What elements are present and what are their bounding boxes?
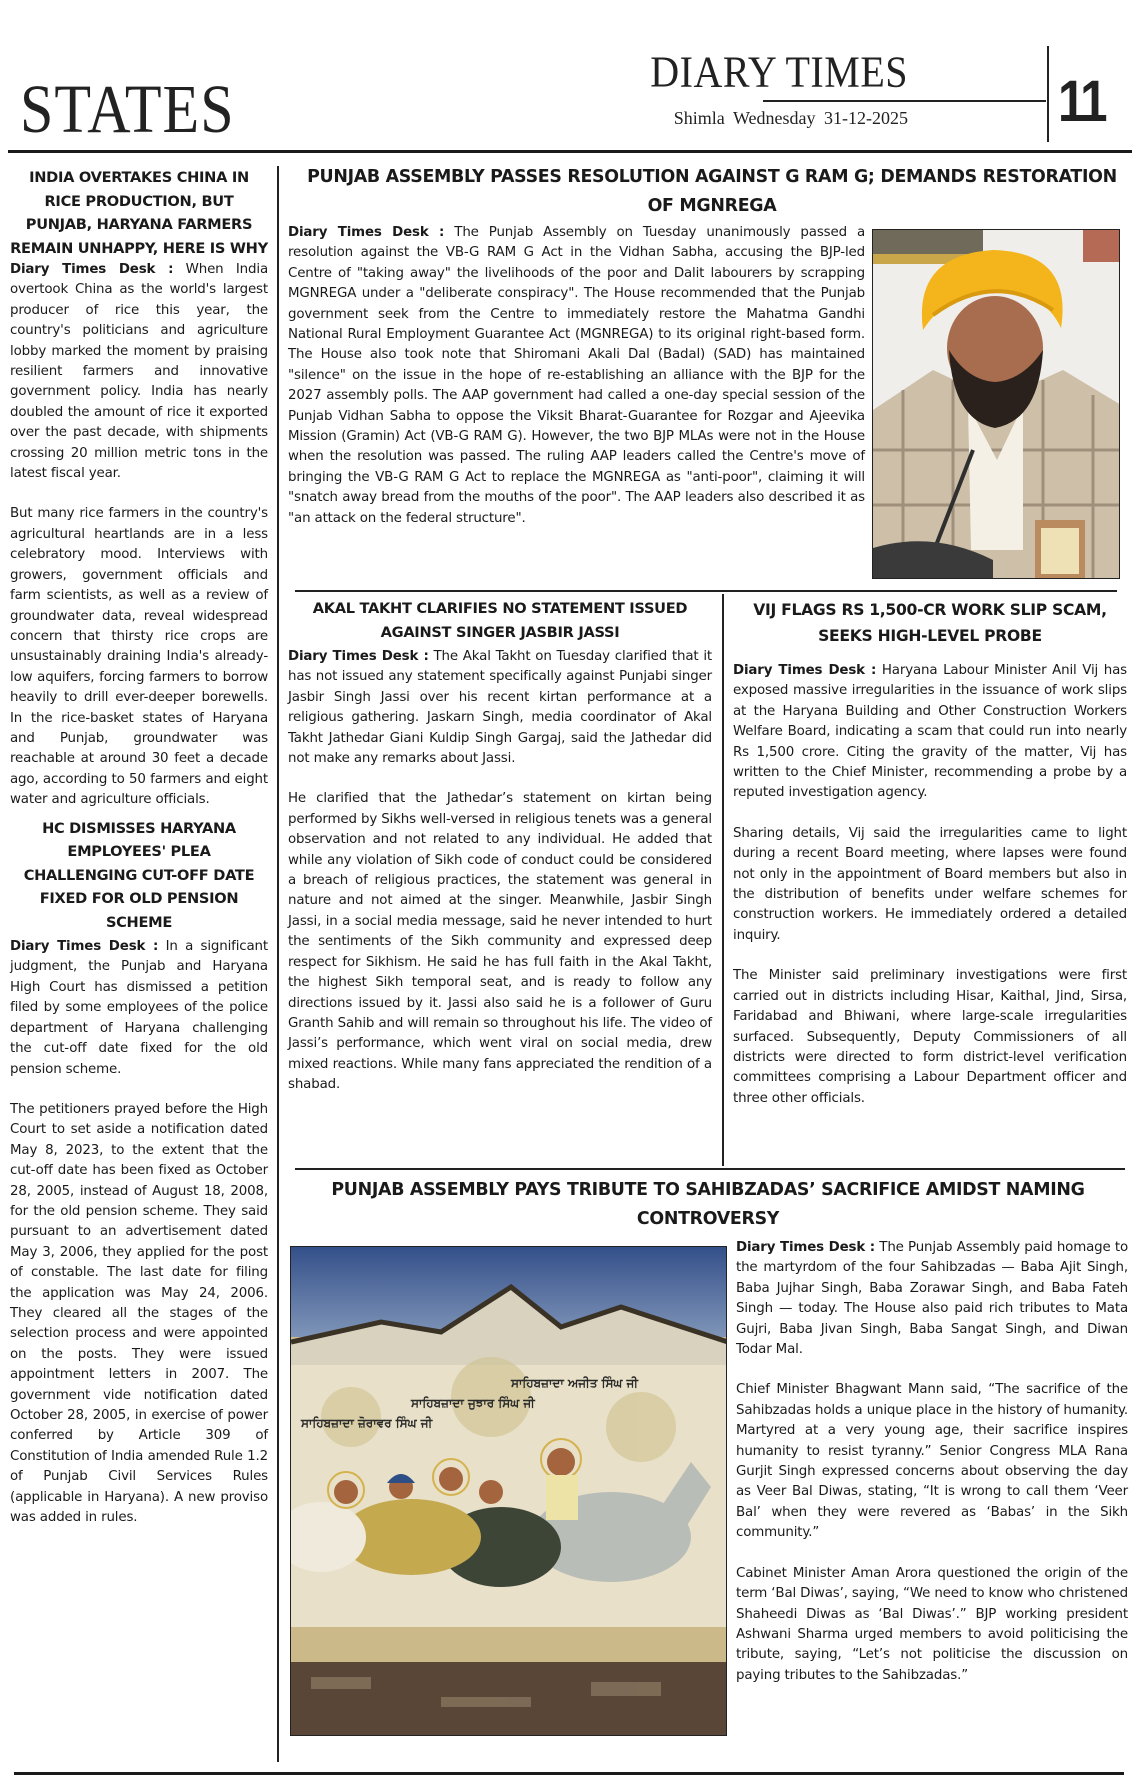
byline: Diary Times Desk : bbox=[288, 225, 445, 240]
article-sahibzadas bbox=[288, 1176, 1129, 1683]
byline: Diary Times Desk : bbox=[736, 1240, 876, 1255]
paragraph: Cabinet Minister Aman Arora questioned the origin of the term ‘Bal Diwas’, saying, “We need to know who christened Shaheedi Diwas as ‘Bal Diwas’.” BJP working president Ashwani Sharma urged members to avoid politicising the tribute, saying, “Let’s not politicise the discussion on paying tributes to the Sahibzadas.” bbox=[736, 1565, 1128, 1683]
paragraph: Diary Times Desk : The Akal Takht on Tuesday clarified that it has not issued any statement specifically against Punjabi singer Jasbir Singh Jassi over his recent kirtan performance at a religious gathering. Jaskarn Singh, media coordinator of Akal Takht Jathedar Giani Kuldip Singh Gargaj, said the Jathedar did not make any remarks about Jassi. bbox=[288, 649, 712, 767]
mural-label: ਸਾਹਿਬਜ਼ਾਦਾ ਜ਼ੋਰਾਵਰ ਸਿੰਘ ਜੀ bbox=[301, 1416, 433, 1430]
newspaper-name: DIARY TIMES bbox=[650, 47, 908, 97]
paragraph: But many rice farmers in the country's agricultural heartlands are in a less celebratory mood. Interviews with growers, government officials and farm scientists, as well as a review of groundwater data, reveal widespread concern that thirsty rice crops are unsustainably draining India's already-low aquifers, forcing farmers to borrow heavily to drill ever-deeper borewells. In the rice-basket states of Haryana and Punjab, groundwater was reachable at around 30 feet a decade ago, according to 50 farmers and eight water and agriculture officials. bbox=[10, 506, 268, 808]
article-body bbox=[736, 1238, 1128, 1686]
paragraph: Chief Minister Bhagwant Mann said, “The sacrifice of the Sahibzadas holds a unique place in the history of humanity. Martyred at a very young age, their sacrifice inspires humanity to resist tyranny.” Senior Congress MLA Rana Gurjit Singh expressed concerns about observing the day as Veer Bal Diwas, stating, “It is wrong to call them ‘Veer Bal’ when they were revered as ‘Babas’ in the Sikh community.” bbox=[736, 1382, 1128, 1541]
paragraph: Diary Times Desk : The Punjab Assembly paid homage to the martyrdom of the four Sahibzadas — Baba Ajit Singh, Baba Jujhar Singh, Baba Zorawar Singh, and Baba Fateh Singh — today. The House also paid rich tributes to Mata Gujri, Baba Jivan Singh, Baba Sangat Singh, and Diwan Todar Mal. bbox=[736, 1240, 1129, 1358]
section-title: STATES bbox=[20, 71, 235, 148]
left-column bbox=[10, 166, 268, 1528]
byline: Diary Times Desk : bbox=[288, 649, 429, 664]
byline: Diary Times Desk : bbox=[733, 663, 877, 678]
paragraph: Diary Times Desk : In a significant judgment, the Punjab and Haryana High Court has dismissed a petition filed by some employees of the police department of Haryana challenging the cut-off date fixed for the old pension scheme. bbox=[10, 939, 268, 1077]
top-rule bbox=[8, 150, 1132, 153]
issue-city: Shimla bbox=[673, 108, 725, 128]
section-rule bbox=[295, 1168, 1125, 1170]
headline: AKAL TAKHT CLARIFIES NO STATEMENT ISSUED AGAINST SINGER JASBIR JASSI bbox=[312, 600, 688, 641]
article-body bbox=[288, 223, 865, 529]
headline: VIJ FLAGS RS 1,500-CR WORK SLIP SCAM, SEEKS HIGH-LEVEL PROBE bbox=[753, 601, 1107, 645]
paragraph: Diary Times Desk : When India overtook China as the world's largest producer of rice this year, the country's politicians and agriculture lobby marked the moment by praising resilient farmers and innovative government policy. India has nearly doubled the amount of rice it exported over the past decade, with shipments crossing 20 million metric tons in the latest fiscal year. bbox=[10, 262, 268, 482]
article-india-rice bbox=[10, 166, 268, 811]
portrait-illustration bbox=[873, 230, 1120, 579]
mural-label: ਸਾਹਿਬਜ਼ਾਦਾ ਅਜੀਤ ਸਿੰਘ ਜੀ bbox=[511, 1376, 638, 1390]
photo-mural bbox=[290, 1246, 727, 1736]
article-body bbox=[10, 260, 268, 811]
byline: Diary Times Desk : bbox=[10, 939, 159, 955]
article-vij-scam bbox=[733, 597, 1127, 1109]
masthead bbox=[0, 0, 1140, 155]
issue-weekday: Wednesday bbox=[732, 108, 816, 128]
photo-chief-minister bbox=[872, 229, 1120, 579]
headline: HC DISMISSES HARYANA EMPLOYEES' PLEA CHALLENGING CUT-OFF DATE FIXED FOR OLD PENSION SCHEME bbox=[23, 819, 255, 931]
issue-dateline bbox=[674, 108, 908, 129]
paragraph: Diary Times Desk : The Punjab Assembly on Tuesday unanimously passed a resolution against the VB-G RAM G Act in the Vidhan Sabha, accusing the BJP-led Centre of "taking away" the livelihoods of the poor and Dalit labourers by scrapping MGNREGA under a "deliberate conspiracy". The House recommended that the Punjab government seek from the Centre to immediately restore the Mahatma Gandhi National Rural Employment Guarantee Act (MGNREGA) to its original right-based form. The House also took note that Shiromani Akali Dal (Badal) (SAD) has maintained "silence" on the issue in the hope of re-establishing an alliance with the BJP for the 2027 assembly polls. The AAP government had called a one-day special session of the Punjab Vidhan Sabha to oppose the Viksit Bharat-Guarantee for Rozgar and Ajeevika Mission (Gramin) Act (VB-G RAM G). However, the two BJP MLAs were not in the House when the resolution was passed. The ruling AAP leaders called the Centre's move of bringing the VB-G RAM G Act to replace the MGNREGA as "anti-poor", claiming it will "snatch away bread from the mouths of the poor". The AAP leaders also described it as "an attack on the federal structure". bbox=[288, 225, 866, 526]
mural-label: ਸਾਹਿਬਜ਼ਾਦਾ ਜੁਝਾਰ ਸਿੰਘ ਜੀ bbox=[411, 1396, 535, 1410]
article-body bbox=[10, 937, 268, 1528]
masthead-rule bbox=[763, 100, 1046, 102]
column-divider bbox=[722, 594, 724, 1166]
byline: Diary Times Desk : bbox=[10, 262, 174, 277]
headline: INDIA OVERTAKES CHINA IN RICE PRODUCTION, BUT PUNJAB, HARYANA FARMERS REMAIN UNHAPPY, HERE IS WHY bbox=[10, 169, 268, 257]
paragraph: The Minister said preliminary investigations were first carried out in districts including Hisar, Kaithal, Jind, Sirsa, Faridabad and Bhiwani, where large-scale irregularities surfaced. Subsequently, Deputy Commissioners of all districts were directed to form district-level verification committees comprising a Labour Department officer and three other officials. bbox=[733, 968, 1127, 1106]
article-hc-pension bbox=[10, 817, 268, 1529]
page-number: 11 bbox=[1058, 69, 1106, 134]
section-rule bbox=[295, 590, 1117, 592]
paragraph: He clarified that the Jathedar’s statement on kirtan being performed by Sikhs well-versed in religious tenets was a general observation and not related to any individual. He added that while any violation of Sikh code of conduct could be considered a breach of religious practices, the statement was general in nature and not aimed at the singer. Meanwhile, Jasbir Singh Jassi, in a social media message, said he never intended to hurt the sentiments of the Sikh community and expressed deep respect for Sikhism. He said he has full faith in the Akal Takht, the highest Sikh temporal seat, and is ready to follow any directions issued by it. Jassi also said he is a follower of Guru Granth Sahib and will remain so throughout his life. The video of Jassi’s performance, which went viral on social media, drew mixed reactions. While many fans appreciated the rendition of a shabad. bbox=[288, 791, 712, 1093]
article-akal-takht bbox=[288, 597, 712, 1096]
paragraph: Sharing details, Vij said the irregularities came to light during a recent Board meeting, where lapses were found not only in the appointment of Board members but also in the distribution of benefits under welfare schemes for construction workers. He immediately ordered a detailed inquiry. bbox=[733, 825, 1127, 943]
paragraph: The petitioners prayed before the High Court to set aside a notification dated May 8, 2023, to the extent that the cut-off date has been fixed as October 28, 2005, instead of August 18, 2008, for the old pension scheme. They said pursuant to an advertisement dated May 3, 2006, they applied for the post of constable. The last date for filing the application was May 24, 2006. They cleared all the stages of the selection process and were appointed on the posts. They were issued appointment letters in 2007. The government vide notification dated October 28, 2005, in exercise of power conferred by Article 309 of Constitution of India amended Rule 1.2 of Punjab Civil Services Rules (applicable in Haryana). A new proviso was added in rules. bbox=[10, 1101, 268, 1526]
article-body bbox=[288, 647, 712, 1096]
article-body bbox=[733, 661, 1127, 1109]
bottom-rule bbox=[14, 1772, 1124, 1775]
paragraph: Diary Times Desk : Haryana Labour Minister Anil Vij has exposed massive irregularities in the issuance of work slips at the Haryana Building and Other Construction Workers Welfare Board, indicating a scam that could run into nearly Rs 1,500 crore. Citing the gravity of the matter, Vij has written to the Chief Minister, recommending a probe by a reputed investigation agency. bbox=[733, 663, 1127, 801]
article-mgnrega bbox=[288, 163, 1126, 526]
headline: PUNJAB ASSEMBLY PAYS TRIBUTE TO SAHIBZADAS’ SACRIFICE AMIDST NAMING CONTROVERSY bbox=[331, 1180, 1085, 1229]
headline: PUNJAB ASSEMBLY PASSES RESOLUTION AGAINST G RAM G; DEMANDS RESTORATION OF MGNREGA bbox=[307, 167, 1117, 216]
column-divider bbox=[277, 166, 279, 1762]
mural-illustration bbox=[291, 1247, 727, 1736]
issue-date: 31-12-2025 bbox=[824, 108, 908, 128]
masthead-divider bbox=[1047, 46, 1049, 142]
